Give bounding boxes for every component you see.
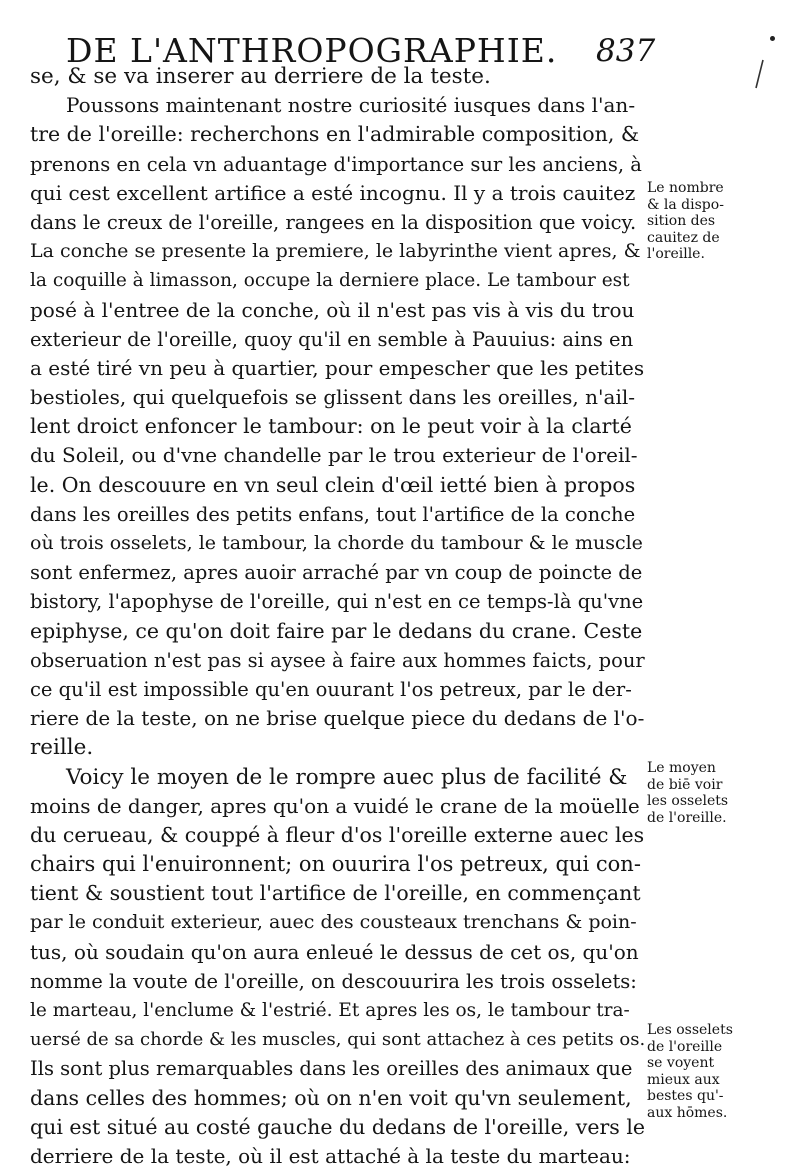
text-line: qui est situé au costé gauche du dedans de l'oreille, vers le	[30, 1114, 645, 1139]
text-line: derriere de la teste, où il est attaché à la teste du marteau:	[30, 1143, 631, 1168]
text-line: sont enfermez, apres auoir arraché par vn coup de poincte de	[30, 561, 643, 585]
text-line: Voicy le moyen de le rompre auec plus de facilité &	[66, 764, 628, 790]
margin-note-line: bestes qu'-	[647, 1088, 724, 1104]
text-line: du cerueau, & couppé à fleur d'os l'oreille externe auec les	[30, 822, 645, 847]
text-line: du Soleil, ou d'vne chandelle par le trou exterieur de l'oreil-	[30, 443, 638, 468]
margin-note-line: Le moyen	[647, 760, 716, 776]
margin-note-line: aux hōmes.	[647, 1104, 728, 1121]
running-title: DE L'ANTHROPOGRAPHIE.	[66, 31, 558, 70]
margin-note-line: & la dispo-	[647, 196, 724, 213]
text-line: Ils sont plus remarquables dans les oreilles des animaux que	[30, 1057, 633, 1081]
text-line: par le conduit exterieur, auec des cousteaux trenchans & poin-	[30, 911, 637, 934]
text-line: obseruation n'est pas si aysee à faire aux hommes faicts, pour	[30, 648, 645, 672]
text-line: tus, où soudain qu'on aura enleué le dessus de cet os, qu'on	[30, 939, 639, 964]
text-line: se, & se va inserer au derriere de la teste.	[30, 64, 491, 89]
text-line: Poussons maintenant nostre curiosité iusques dans l'an-	[66, 93, 636, 118]
text-line: epiphyse, ce qu'on doit faire par le dedans du crane. Ceste	[30, 618, 643, 643]
text-line: la coquille à limasson, occupe la derniere place. Le tambour est	[30, 270, 630, 292]
text-line: le. On descouure en vn seul clein d'œil ietté bien à propos	[30, 472, 636, 497]
text-line: tient & soustient tout l'artifice de l'oreille, en commençant	[30, 881, 641, 906]
text-line: a esté tiré vn peu à quartier, pour empescher que les petites	[30, 355, 645, 380]
text-line: nomme la voute de l'oreille, on descouurira les trois osselets:	[30, 969, 637, 993]
page-number: 837	[596, 33, 656, 69]
text-line: prenons en cela vn aduantage d'importance sur les anciens, à	[30, 152, 642, 176]
text-line: bestioles, qui quelquefois se glissent dans les oreilles, n'ail-	[30, 385, 635, 410]
text-line: bistory, l'apophyse de l'oreille, qui n'est en ce temps-là qu'vne	[30, 590, 644, 614]
text-line: uersé de sa chorde & les muscles, qui sont attachez à ces petits os.	[30, 1029, 645, 1051]
margin-note-line: de l'oreille	[647, 1038, 723, 1055]
text-line: riere de la teste, on ne brise quelque piece du dedans de l'o-	[30, 706, 645, 731]
margin-note-line: Les osselets	[647, 1022, 733, 1038]
text-line: tre de l'oreille: recherchons en l'admirable composition, &	[30, 122, 640, 147]
text-line: reille.	[30, 735, 94, 761]
margin-note-line: de biē voir	[647, 776, 723, 793]
pencil-mark-icon	[752, 58, 766, 92]
text-line: qui cest excellent artifice a esté incognu. Il y a trois cauitez	[30, 180, 636, 205]
text-line: La conche se presente la premiere, le labyrinthe vient apres, &	[30, 240, 641, 263]
margin-note-ossicles	[647, 1022, 797, 1121]
text-line: posé à l'entree de la conche, où il n'est pas vis à vis du trou	[30, 297, 635, 322]
ink-dot	[770, 36, 775, 41]
body-text	[30, 62, 645, 1171]
text-line: exterieur de l'oreille, quoy qu'il en semble à Pauuius: ains en	[30, 327, 634, 351]
margin-note-method	[647, 760, 797, 826]
margin-note-line: les osselets	[647, 793, 729, 809]
text-line: moins de danger, apres qu'on a vuidé le crane de la moüelle	[30, 793, 640, 818]
margin-note-line: Le nombre	[647, 180, 724, 196]
margin-note-line: mieux aux	[647, 1071, 720, 1088]
margin-note-line: de l'oreille.	[647, 809, 727, 826]
text-line: dans les oreilles des petits enfans, tout l'artifice de la conche	[30, 502, 636, 526]
margin-note-line: sition des	[647, 213, 716, 229]
margin-note-line: cauitez de	[647, 229, 720, 246]
margin-note-cavities	[647, 180, 797, 263]
text-line: dans le creux de l'oreille, rangees en la disposition que voicy.	[30, 210, 637, 234]
text-line: lent droict enfoncer le tambour: on le peut voir à la clarté	[30, 414, 632, 439]
text-line: où trois osselets, le tambour, la chorde du tambour & le muscle	[30, 532, 643, 554]
text-line: chairs qui l'enuironnent; on ouurira l'os petreux, qui con-	[30, 852, 641, 877]
margin-note-line: se voyent	[647, 1055, 715, 1071]
text-line: ce qu'il est impossible qu'en ouurant l'os petreux, par le der-	[30, 677, 632, 701]
margin-note-line: l'oreille.	[647, 246, 705, 262]
text-line: dans celles des hommes; où on n'en voit qu'vn seulement,	[30, 1085, 632, 1110]
text-line: le marteau, l'enclume & l'estrié. Et apres les os, le tambour tra-	[30, 1000, 630, 1021]
